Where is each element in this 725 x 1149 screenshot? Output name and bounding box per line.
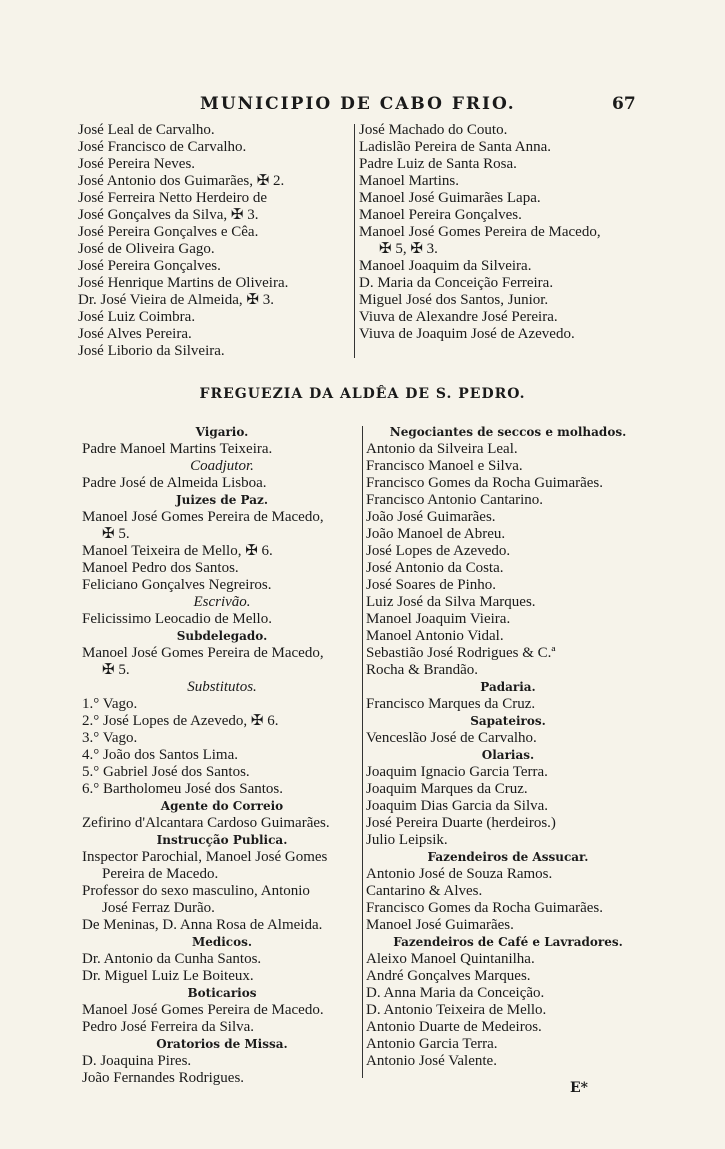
list-item: 6.° Bartholomeu José dos Santos. (82, 781, 283, 797)
section-heading: Juizes de Paz. (175, 493, 268, 507)
list-item: João José Guimarães. (366, 509, 496, 525)
list-item: Felicissimo Leocadio de Mello. (82, 611, 272, 627)
list-item: José Lopes de Azevedo. (366, 543, 511, 559)
list-item: Antonio Duarte de Medeiros. (366, 1019, 542, 1035)
section-heading: Vigario. (195, 425, 249, 439)
list-item: Manoel Martins. (359, 173, 459, 189)
list-item: Aleixo Manoel Quintanilha. (366, 951, 535, 967)
list-item: Padre José de Almeida Lisboa. (82, 475, 267, 491)
list-item: Rocha & Brandão. (366, 662, 479, 678)
column-divider-top (354, 124, 355, 358)
list-item: Pedro José Ferreira da Silva. (82, 1019, 255, 1035)
list-item: Padre Manoel Martins Teixeira. (82, 441, 273, 457)
list-item: João Manoel de Abreu. (366, 526, 506, 542)
list-item: Inspector Parochial, Manoel José Gomes (82, 849, 328, 865)
list-item: José Ferreira Netto Herdeiro de (78, 190, 268, 206)
list-item: Manoel Joaquim da Silveira. (359, 258, 532, 274)
list-item: Manoel José Gomes Pereira de Macedo. (82, 1002, 324, 1018)
list-item: ✠ 5. (102, 662, 130, 678)
list-item: 2.° José Lopes de Azevedo, ✠ 6. (82, 713, 279, 729)
list-item: Dr. Antonio da Cunha Santos. (82, 951, 262, 967)
list-item: Viuva de Joaquim José de Azevedo. (359, 326, 575, 342)
column-divider-bottom (362, 426, 363, 1078)
page-number: 67 (612, 94, 636, 114)
parish-officials-column (82, 424, 362, 1087)
running-header (0, 94, 725, 118)
list-item: José Antonio dos Guimarães, ✠ 2. (78, 173, 285, 189)
list-item: Feliciano Gonçalves Negreiros. (82, 577, 272, 593)
trades-column (366, 424, 650, 1070)
list-item: Francisco Gomes da Rocha Guimarães. (366, 900, 604, 916)
section-heading: Subdelegado. (176, 629, 268, 643)
list-item: José Alves Pereira. (78, 326, 192, 342)
list-item: ✠ 5, ✠ 3. (379, 241, 438, 257)
list-item: Antonio Garcia Terra. (366, 1036, 498, 1052)
list-item: João Fernandes Rodrigues. (82, 1070, 245, 1086)
list-item: Antonio da Silveira Leal. (366, 441, 518, 457)
list-item: José Henrique Martins de Oliveira. (78, 275, 289, 291)
list-item: De Meninas, D. Anna Rosa de Almeida. (82, 917, 323, 933)
section-heading: Fazendeiros de Assucar. (427, 850, 589, 864)
list-item: Manoel Pedro dos Santos. (82, 560, 239, 576)
list-item: Francisco Marques da Cruz. (366, 696, 536, 712)
list-item: José Pereira Gonçalves e Cêa. (78, 224, 259, 240)
section-heading: Coadjutor. (190, 458, 254, 474)
list-item: Joaquim Ignacio Garcia Terra. (366, 764, 548, 780)
list-item: Francisco Antonio Cantarino. (366, 492, 544, 508)
list-item: José Pereira Duarte (herdeiros.) (366, 815, 556, 831)
running-title: MUNICIPIO DE CABO FRIO. (200, 94, 516, 114)
list-item: Manoel Joaquim Vieira. (366, 611, 511, 627)
list-item: José Machado do Couto. (359, 122, 508, 138)
list-item: Dr. José Vieira de Almeida, ✠ 3. (78, 292, 274, 308)
catchword: E* (570, 1080, 588, 1096)
list-item: D. Antonio Teixeira de Mello. (366, 1002, 547, 1018)
list-item: D. Maria da Conceição Ferreira. (359, 275, 554, 291)
list-item: Francisco Gomes da Rocha Guimarães. (366, 475, 604, 491)
list-item: Manoel José Gomes Pereira de Macedo, (82, 645, 324, 661)
section-heading: Negociantes de seccos e molhados. (389, 425, 627, 439)
list-item: 4.° João dos Santos Lima. (82, 747, 238, 763)
list-item: D. Anna Maria da Conceição. (366, 985, 545, 1001)
section-heading: Boticarios (187, 986, 257, 1000)
section-title: FREGUEZIA DA ALDÊA DE S. PEDRO. (199, 386, 526, 402)
list-item: Ladislão Pereira de Santa Anna. (359, 139, 552, 155)
list-item: José Pereira Neves. (78, 156, 196, 172)
section-heading: Substitutos. (187, 679, 257, 695)
section-heading: Oratorios de Missa. (156, 1037, 288, 1051)
list-item: José Francisco de Carvalho. (78, 139, 247, 155)
list-item: Miguel José dos Santos, Junior. (359, 292, 549, 308)
section-heading: Escrivão. (193, 594, 251, 610)
list-item: 5.° Gabriel José dos Santos. (82, 764, 250, 780)
list-item: José Leal de Carvalho. (78, 122, 215, 138)
section-heading: Instrucção Publica. (156, 833, 288, 847)
list-item: D. Joaquina Pires. (82, 1053, 192, 1069)
section-heading: Agente do Correio (160, 799, 284, 813)
list-item: Francisco Manoel e Silva. (366, 458, 523, 474)
list-item: Manoel Teixeira de Mello, ✠ 6. (82, 543, 273, 559)
list-item: André Gonçalves Marques. (366, 968, 531, 984)
top-right-list (359, 122, 649, 343)
list-item: Manoel José Guimarães Lapa. (359, 190, 541, 206)
list-item: Antonio José Valente. (366, 1053, 497, 1069)
list-item: ✠ 5. (102, 526, 130, 542)
list-item: Dr. Miguel Luiz Le Boiteux. (82, 968, 254, 984)
list-item: Manoel Antonio Vidal. (366, 628, 504, 644)
list-item: Manoel José Gomes Pereira de Macedo, (359, 224, 601, 240)
list-item: Padre Luiz de Santa Rosa. (359, 156, 517, 172)
list-item: Manoel Pereira Gonçalves. (359, 207, 522, 223)
list-item: Joaquim Marques da Cruz. (366, 781, 528, 797)
list-item: 1.° Vago. (82, 696, 138, 712)
list-item: Manoel José Gomes Pereira de Macedo, (82, 509, 324, 525)
top-left-list (78, 122, 350, 360)
section-heading: Padaria. (480, 680, 536, 694)
list-item: José Liborio da Silveira. (78, 343, 225, 359)
list-item: Manoel José Guimarães. (366, 917, 514, 933)
list-item: Joaquim Dias Garcia da Silva. (366, 798, 549, 814)
list-item: José Antonio da Costa. (366, 560, 504, 576)
section-heading: Olarias. (481, 748, 535, 762)
list-item: Viuva de Alexandre José Pereira. (359, 309, 558, 325)
section-heading: Sapateiros. (470, 714, 546, 728)
list-item: Luiz José da Silva Marques. (366, 594, 536, 610)
list-item: Antonio José de Souza Ramos. (366, 866, 553, 882)
section-heading: Fazendeiros de Café e Lavradores. (393, 935, 623, 949)
list-item: Pereira de Macedo. (102, 866, 219, 882)
list-item: Professor do sexo masculino, Antonio (82, 883, 310, 899)
list-item: Zefirino d'Alcantara Cardoso Guimarães. (82, 815, 330, 831)
list-item: José Luiz Coimbra. (78, 309, 196, 325)
list-item: José de Oliveira Gago. (78, 241, 215, 257)
list-item: Sebastião José Rodrigues & C.ª (366, 645, 556, 661)
list-item: José Gonçalves da Silva, ✠ 3. (78, 207, 259, 223)
list-item: Venceslão José de Carvalho. (366, 730, 537, 746)
list-item: José Soares de Pinho. (366, 577, 496, 593)
list-item: 3.° Vago. (82, 730, 138, 746)
list-item: Cantarino & Alves. (366, 883, 483, 899)
list-item: José Pereira Gonçalves. (78, 258, 221, 274)
section-heading: Medicos. (191, 935, 253, 949)
list-item: José Ferraz Durão. (102, 900, 215, 916)
list-item: Julio Leipsik. (366, 832, 448, 848)
